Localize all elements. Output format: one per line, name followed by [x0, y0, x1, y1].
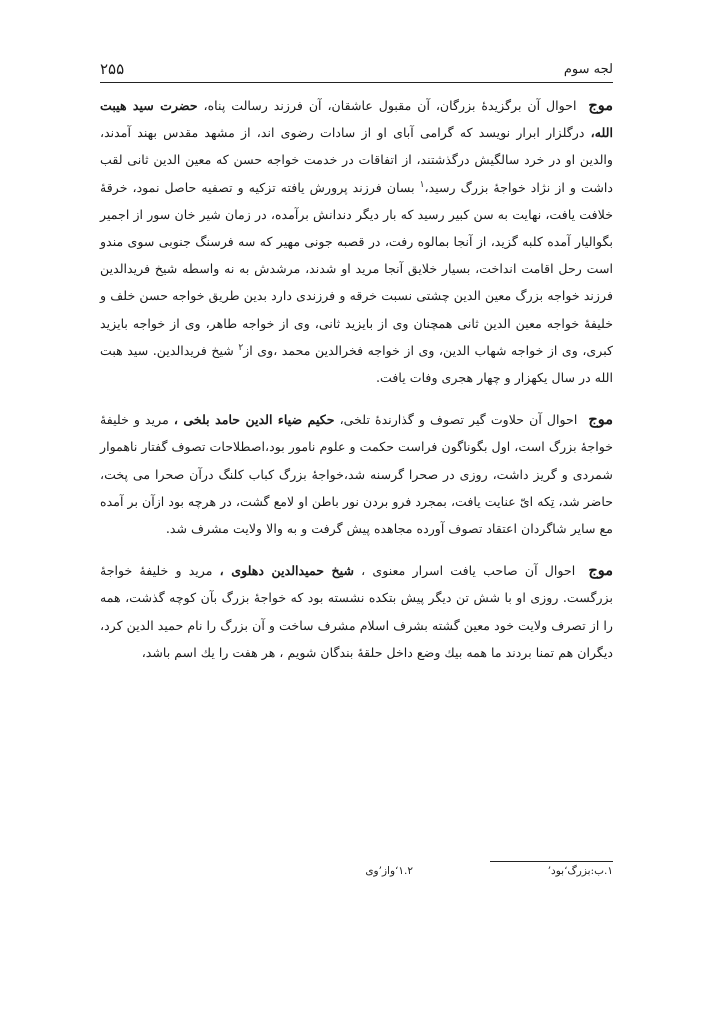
- person-name: شیخ حمیدالدین دهلوی ،: [219, 563, 355, 579]
- paragraph-text: مرید و خلیفهٔ خواجهٔ بزرگ است، اول بگوناگون فراست حکمت و علوم نامور بود،اصطلاحات تصوف گفتار ناهموار شمردی و گریز داشت، روزی در صحرا گرسنه شد،خواجهٔ بزرگ کباب کلنگ درآن صحرا می پخت، حاضر شد، تِکه ایّ عنایت یافت، بمجرد فرو بردن نور باطن او لامع گشت، در هرچه بود ازآن بر آمده مع سایر شاگردان اعتقاد تصوف آورده مجاهده پیش گرفت و به والا ولایت مشرف شد.: [100, 412, 613, 537]
- paragraph-text: احوال آن برگزیدهٔ بزرگان، آن مقبول عاشقان، آن فرزند رسالت پناه،: [203, 98, 577, 113]
- footnote-ref: ۱: [419, 179, 425, 190]
- paragraph-marker: موج: [588, 97, 613, 114]
- header-rule: [100, 82, 613, 83]
- footnote-rule: [490, 861, 613, 862]
- paragraph-text: احوال آن حلاوت گیر تصوف و گذارندهٔ تلخی،: [339, 412, 578, 428]
- paragraph-text: بسان فرزند پرورش یافته تزکیه و تصفیه حاصل نمود، خرقهٔ خلافت یافت، نهایت به سن کبیر رسید که بار دیگر دندانش برآمده، در زمان شیر خان سور از اجمیر بگوالیار آمده کلبه گزید، از آنجا بمالوه رفت، در قصبه جونی مهیر که سه فرسنگ جنوبی سوی مندو است رحل اقامت انداخت، بسیار خلایق آنجا مرید او شدند، مرشدش به نه واسطه شیخ فریدالدین فرزند خواجه بزرگ معین الدین چشتی نسبت خرقه و فرزندی دارد بدین طریق خواجه حسن خلف و خلیفهٔ خواجه معین الدین ثانی همچنان وی از بایزید ثانی، وی از خواجه طاهر، وی از خواجه بایزید کبری، وی از خواجه شهاب الدین، وی از خواجه فخرالدین محمد ،وی از: [100, 179, 614, 358]
- footnote-2: ۱.۲‘واز’وی: [365, 865, 413, 877]
- footnotes: [100, 865, 613, 885]
- person-name: حضرت سید هیبت الله،: [100, 98, 613, 141]
- page-number: ۲۵۵: [100, 60, 125, 78]
- paragraph-text: شیخ فریدالدین. سید هبت الله در سال یکهزار و چهار هجری وفات یافت.: [100, 342, 613, 386]
- paragraph-marker: موج: [588, 562, 613, 580]
- paragraph-marker: موج: [588, 411, 613, 429]
- footnote-1: ۱.ب:بزرگ‘بود’: [547, 865, 613, 877]
- page-header: [100, 60, 613, 82]
- paragraph-text: احوال آن صاحب یافت اسرار معنوی ،: [361, 563, 576, 579]
- footnote-ref: ۲: [238, 342, 244, 353]
- person-name: حکیم ضیاء الدین حامد بلخی ،: [173, 412, 335, 428]
- paragraph-text: مرید و خلیفهٔ خواجهٔ بزرگست. روزی او با شش تن دیگر پیش بتکده نشسته بود که خواجهٔ بزرگ بآن کوچه گذشت، همه را از تصرف ولایت خود معین گشته بشرف اسلام مشرف ساخت و آن بزرگ را نام حمید الدین کرد، دیگران هم تمنا بردند ما همه بیك وضع داخل حلقهٔ بندگان شویم ، هر هفت را یك اسم باشد،: [100, 563, 613, 660]
- paragraph-2: [100, 406, 613, 542]
- paragraph-1: [100, 92, 613, 391]
- running-title: لجه سوم: [563, 62, 613, 77]
- paragraph-text: درگلزار ابرار نویسد که گرامی آبای او از سادات رضوی اند، از مشهد مقدس بهند آمدند، والدین او در خرد سالگیش درگذشتند، از اتفاقات در خدمت خواجه حسن که معین الدین ثانی لقب داشت و از نژاد خواجهٔ بزرگ رسید،: [100, 125, 613, 195]
- main-text: [100, 92, 613, 666]
- paragraph-3: [100, 557, 613, 666]
